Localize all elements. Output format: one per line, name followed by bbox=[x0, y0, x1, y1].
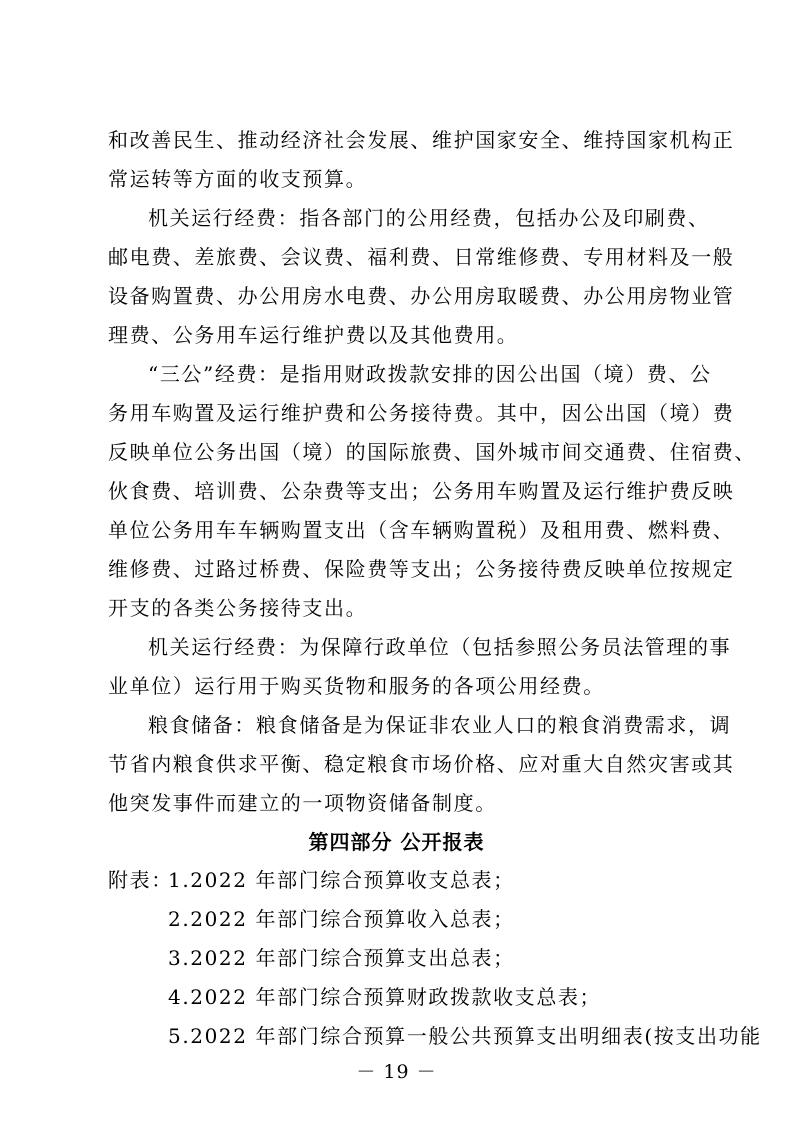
paragraph-line: 和改善民生、推动经济社会发展、维护国家安全、维持国家机构正 bbox=[108, 128, 735, 152]
paragraph-line: 设备购置费、办公用房水电费、办公用房取暖费、办公用房物业管 bbox=[108, 284, 735, 308]
attachments-label: 附表： bbox=[108, 868, 173, 892]
paragraph-line: 业单位）运行用于购买货物和服务的各项公用经费。 bbox=[108, 674, 605, 698]
paragraph-line: 单位公务用车车辆购置支出（含车辆购置税）及租用费、燃料费、 bbox=[108, 518, 735, 542]
section-heading: 第四部分 公开报表 bbox=[308, 830, 485, 854]
page-number: － 19 － bbox=[356, 1061, 437, 1083]
attachment-item: 5.2022 年部门综合预算一般公共预算支出明细表(按支出功能 bbox=[168, 1024, 762, 1048]
paragraph-line: 机关运行经费：指各部门的公用经费，包括办公及印刷费、 bbox=[148, 206, 710, 230]
paragraph-line: 他突发事件而建立的一项物资储备制度。 bbox=[108, 791, 497, 815]
attachment-item: 1.2022 年部门综合预算收支总表； bbox=[168, 868, 515, 892]
paragraph-line: 反映单位公务出国（境）的国际旅费、国外城市间交通费、住宿费、 bbox=[108, 440, 756, 464]
paragraph-line: 常运转等方面的收支预算。 bbox=[108, 167, 368, 191]
paragraph-line: 维修费、过路过桥费、保险费等支出；公务接待费反映单位按规定 bbox=[108, 557, 735, 581]
attachment-item: 4.2022 年部门综合预算财政拨款收支总表； bbox=[168, 985, 602, 1009]
paragraph-line: 粮食储备：粮食储备是为保证非农业人口的粮食消费需求，调 bbox=[148, 713, 732, 737]
paragraph-line: 务用车购置及运行维护费和公务接待费。其中，因公出国（境）费 bbox=[108, 401, 735, 425]
paragraph-line: 理费、公务用车运行维护费以及其他费用。 bbox=[108, 323, 519, 347]
paragraph-line: 伙食费、培训费、公杂费等支出；公务用车购置及运行维护费反映 bbox=[108, 479, 735, 503]
attachment-item: 3.2022 年部门综合预算支出总表； bbox=[168, 946, 515, 970]
paragraph-line: 开支的各类公务接待支出。 bbox=[108, 596, 368, 620]
paragraph-line: 机关运行经费：为保障行政单位（包括参照公务员法管理的事 bbox=[148, 635, 732, 659]
paragraph-line: 邮电费、差旅费、会议费、福利费、日常维修费、专用材料及一般 bbox=[108, 245, 735, 269]
paragraph-line: “三公”经费：是指用财政拨款安排的因公出国（境）费、公 bbox=[148, 362, 712, 386]
paragraph-line: 节省内粮食供求平衡、稳定粮食市场价格、应对重大自然灾害或其 bbox=[108, 752, 735, 776]
attachment-item: 2.2022 年部门综合预算收入总表； bbox=[168, 907, 515, 931]
